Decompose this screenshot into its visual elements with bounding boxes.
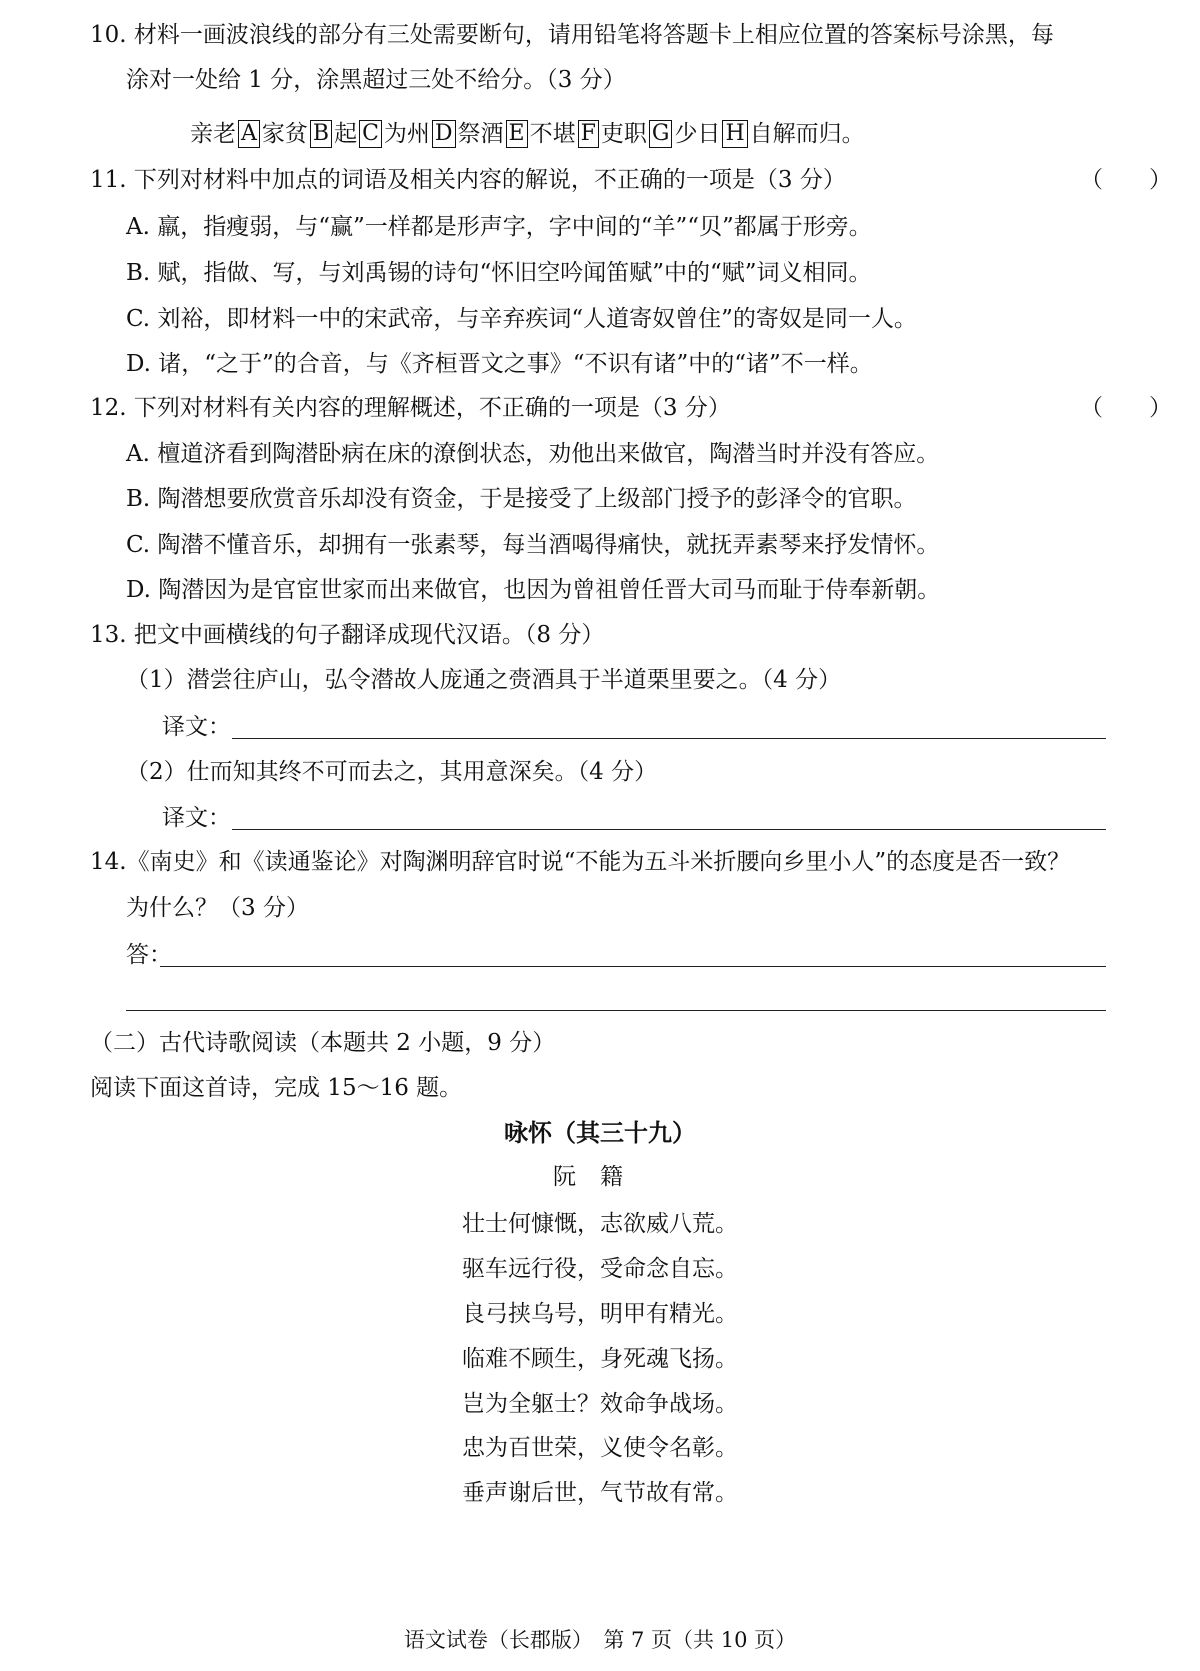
poem-line: 壮士何慷慨，志欲威八荒。 — [462, 1211, 738, 1237]
segment-text: 吏职 — [600, 121, 647, 147]
q11-answer-paren: （ ） — [1080, 167, 1172, 193]
q11-option-a: A. 羸，指瘦弱，与“赢”一样都是形声字，字中间的“羊”“贝”都属于形旁。 — [126, 214, 872, 240]
q11-option-c: C. 刘裕，即材料一中的宋武帝，与辛弃疾词“人道寄奴曾住”的寄奴是同一人。 — [126, 306, 917, 332]
poem-line: 临难不顾生，身死魂飞扬。 — [462, 1346, 738, 1372]
q13-answer-line-2[interactable] — [232, 829, 1106, 830]
q12-option-b: B. 陶潜想要欣赏音乐却没有资金，于是接受了上级部门授予的彭泽令的官职。 — [126, 486, 917, 512]
q12-stem: 12. 下列对材料有关内容的理解概述，不正确的一项是（3 分） — [90, 395, 731, 421]
q10-segment-row — [190, 118, 865, 149]
poem-title: 咏怀（其三十九） — [504, 1119, 696, 1147]
poem-line: 驱车远行役，受命念自忘。 — [462, 1256, 738, 1282]
q13-sentence-2: （2）仕而知其终不可而去之，其用意深矣。（4 分） — [126, 759, 658, 785]
poem-line: 岂为全躯士？效命争战场。 — [462, 1391, 738, 1417]
poem-line: 垂声谢后世，气节故有常。 — [462, 1480, 738, 1506]
q11-option-b: B. 赋，指做、写，与刘禹锡的诗句“怀旧空吟闻笛赋”中的“赋”词义相同。 — [126, 260, 872, 286]
q14-answer-label: 答： — [126, 942, 172, 968]
q14-answer-line-2[interactable] — [126, 1010, 1106, 1011]
poem-author: 阮籍 — [553, 1164, 647, 1190]
section-heading: （二）古代诗歌阅读（本题共 2 小题，9 分） — [90, 1030, 556, 1056]
segment-box-d: D — [432, 120, 456, 148]
segment-text: 起 — [334, 121, 358, 147]
q13-sentence-1: （1）潜尝往庐山，弘令潜故人庞通之赍酒具于半道栗里要之。（4 分） — [126, 667, 842, 693]
q10-stem-line1: 10. 材料一画波浪线的部分有三处需要断句，请用铅笔将答题卡上相应位置的答案标号涂黑，每 — [90, 22, 1054, 48]
page-footer: 语文试卷（长郡版） 第 7 页（共 10 页） — [403, 1628, 797, 1652]
segment-text: 不堪 — [529, 121, 576, 147]
q13-translation-label-1: 译文： — [162, 714, 231, 740]
q12-option-c: C. 陶潜不懂音乐，却拥有一张素琴，每当酒喝得痛快，就抚弄素琴来抒发情怀。 — [126, 532, 940, 558]
poem-line: 良弓挟乌号，明甲有精光。 — [462, 1301, 738, 1327]
q13-stem: 13. 把文中画横线的句子翻译成现代汉语。（8 分） — [90, 622, 605, 648]
segment-box-a: A — [238, 120, 260, 148]
q12-answer-paren: （ ） — [1080, 395, 1172, 421]
q12-option-d: D. 陶潜因为是官宦世家而出来做官，也因为曾祖曾任晋大司马而耻于侍奉新朝。 — [126, 577, 941, 603]
segment-box-h: H — [722, 120, 747, 148]
section-intro: 阅读下面这首诗，完成 15～16 题。 — [90, 1075, 463, 1101]
q14-answer-line-1[interactable] — [160, 966, 1106, 967]
q12-option-a: A. 檀道济看到陶潜卧病在床的潦倒状态，劝他出来做官，陶潜当时并没有答应。 — [126, 441, 940, 467]
segment-text: 少日 — [674, 121, 721, 147]
q13-translation-label-2: 译文： — [162, 805, 231, 831]
q14-stem-line2: 为什么？（3 分） — [126, 895, 309, 921]
segment-box-f: F — [578, 120, 599, 148]
q11-option-d: D. 诸，“之于”的合音，与《齐桓晋文之事》“不识有诸”中的“诸”不一样。 — [126, 351, 873, 377]
segment-tail: 自解而归。 — [749, 121, 865, 147]
segment-box-c: C — [359, 120, 382, 148]
q13-answer-line-1[interactable] — [232, 738, 1106, 739]
q10-stem-line2: 涂对一处给 1 分，涂黑超过三处不给分。（3 分） — [126, 67, 626, 93]
poem-author-row — [0, 1162, 1200, 1192]
segment-box-g: G — [649, 120, 673, 148]
segment-text: 为州 — [383, 121, 430, 147]
segment-text: 亲老 — [190, 121, 236, 147]
segment-box-b: B — [310, 120, 332, 148]
segment-text: 家贫 — [261, 121, 308, 147]
segment-text: 祭酒 — [457, 121, 504, 147]
q11-stem: 11. 下列对材料中加点的词语及相关内容的解说，不正确的一项是（3 分） — [90, 167, 846, 193]
q14-stem-line1: 14.《南史》和《读通鉴论》对陶渊明辞官时说“不能为五斗米折腰向乡里小人”的态度是否一致？ — [90, 849, 1071, 875]
segment-box-e: E — [506, 120, 528, 148]
poem-line: 忠为百世荣，义使令名彰。 — [462, 1435, 738, 1461]
